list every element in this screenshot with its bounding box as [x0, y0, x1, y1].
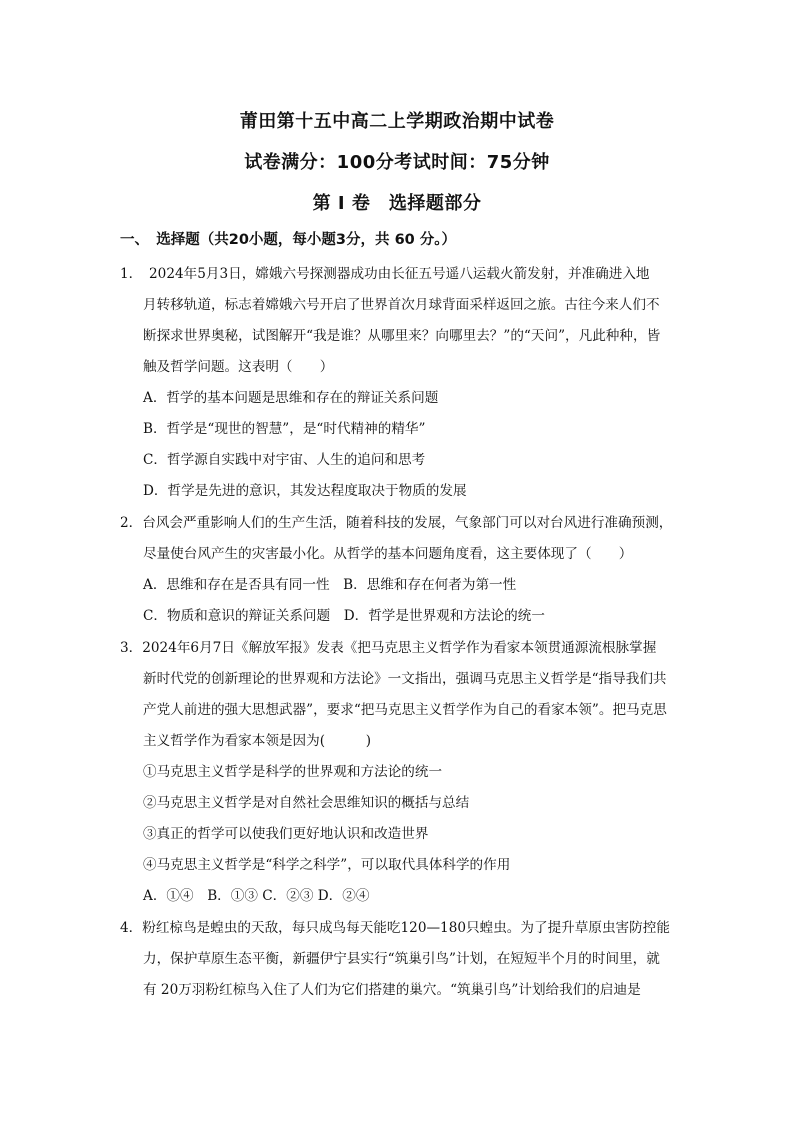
question-4-line-2: 力，保护草原生态平衡，新疆伊宁县实行“筑巢引鸟”计划，在短短半个月的时间里，就 [143, 951, 660, 967]
question-1-option-d: D．哲学是先进的意识，其发达程度取决于物质的发展 [143, 483, 467, 499]
question-1-line-3: 断探求世界奥秘，试图解开“我是谁？从哪里来？向哪里去？”的“天问”，凡此种种，皆 [143, 328, 661, 344]
question-2-line-2: 尽量使台风产生的灾害最小化。从哲学的基本问题角度看，这主要体现了（ ） [143, 546, 633, 562]
question-3-line-1: 3．2024年6月7日《解放军报》发表《把马克思主义哲学作为看家本领贯通源流根脉掌握 [120, 640, 657, 656]
question-3-line-3: 产党人前进的强大思想武器”，要求“把马克思主义哲学作为自己的看家本领”。把马克思 [143, 702, 667, 718]
question-3-choices: A．①④ B．①③ C．②③ D．②④ [143, 888, 370, 904]
question-3-line-2: 新时代党的创新理论的世界观和方法论》一文指出，强调马克思主义哲学是“指导我们共 [143, 671, 667, 687]
question-2-option-cd: C．物质和意识的辩证关系问题 D．哲学是世界观和方法论的统一 [143, 608, 545, 624]
question-4-line-1: 4．粉红椋鸟是蝗虫的天敌，每只成鸟每天能吃120—180只蝗虫。为了提升草原虫害防控能 [120, 920, 670, 936]
question-1-option-b: B．哲学是“现世的智慧”，是“时代精神的精华” [143, 421, 426, 437]
question-2-line-1: 2．台风会严重影响人们的生产生活，随着科技的发展，气象部门可以对台风进行准确预测， [120, 515, 673, 531]
question-4-line-3: 有 20万羽粉红椋鸟入住了人们为它们搭建的巢穴。“筑巢引鸟”计划给我们的启迪是 [143, 982, 641, 998]
question-1-line-2: 月转移轨道，标志着嫦娥六号开启了世界首次月球背面采样返回之旅。古往今来人们不 [143, 297, 660, 313]
question-1-line-1: 1． 2024年5月3日，嫦娥六号探测器成功由长征五号遥八运载火箭发射，并准确进入地 [120, 266, 650, 282]
question-1-line-4: 触及哲学问题。这表明（ ） [143, 359, 334, 375]
page-title: 莆田第十五中高二上学期政治期中试卷 [239, 111, 555, 132]
section-heading: 一、 选择题（共20小题，每小题3分，共 60 分。） [120, 232, 457, 248]
question-1-option-c: C．哲学源自实践中对宇宙、人生的追问和思考 [143, 452, 426, 468]
question-3-statement-3: ③真正的哲学可以使我们更好地认识和改造世界 [143, 826, 429, 842]
exam-info: 试卷满分：100分考试时间：75分钟 [244, 152, 550, 173]
question-3-statement-2: ②马克思主义哲学是对自然社会思维知识的概括与总结 [143, 795, 470, 811]
question-3-statement-1: ①马克思主义哲学是科学的世界观和方法论的统一 [143, 764, 443, 780]
question-3-statement-4: ④马克思主义哲学是“科学之科学”，可以取代具体科学的作用 [143, 857, 511, 873]
part-heading: 第 Ⅰ 卷 选择题部分 [312, 193, 482, 214]
question-2-option-ab: A．思维和存在是否具有同一性 B．思维和存在何者为第一性 [143, 577, 517, 593]
question-3-line-4: 主义哲学作为看家本领是因为( ) [143, 733, 372, 749]
question-1-option-a: A．哲学的基本问题是思维和存在的辩证关系问题 [143, 390, 439, 406]
